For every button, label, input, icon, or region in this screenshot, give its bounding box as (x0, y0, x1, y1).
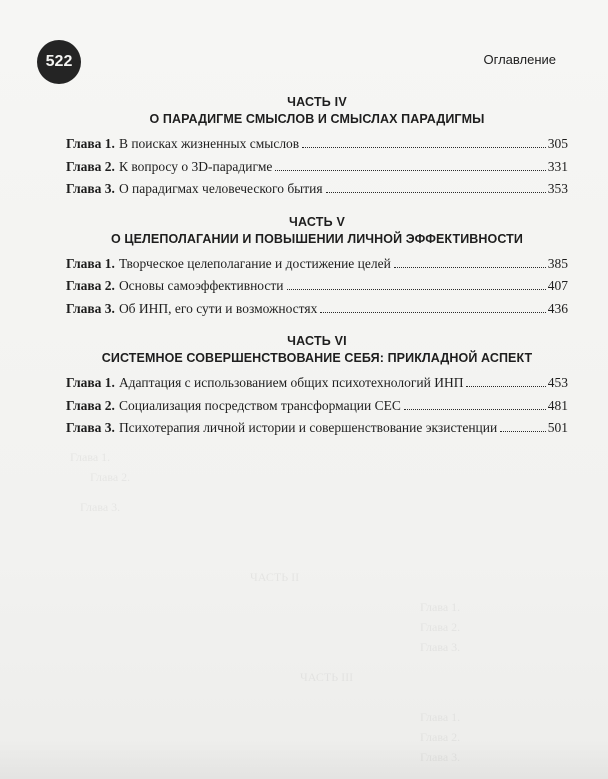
chapter-label: Глава 3. (66, 300, 115, 316)
page-number-badge (37, 40, 81, 84)
chapter-label: Глава 1. (66, 136, 115, 151)
part-section (66, 214, 568, 321)
chapter-title: Адаптация с использованием общих психотехнологий ИНП (118, 375, 464, 390)
toc-entry (66, 417, 568, 440)
dot-leader (302, 147, 546, 148)
part-section (66, 94, 568, 201)
page-shadow (0, 739, 608, 779)
chapter-page: 481 (547, 397, 568, 413)
chapter-label: Глава 3. (66, 420, 115, 435)
chapter-label: Глава 1. (66, 255, 115, 271)
part-title: СИСТЕМНОЕ СОВЕРШЕНСТВОВАНИЕ СЕБЯ: ПРИКЛАДНОЙ АСПЕКТ (101, 351, 533, 365)
part-number: ЧАСТЬ VI (287, 334, 347, 348)
chapter-page: 453 (547, 375, 568, 390)
chapter-title: Основы самоэффективности (118, 278, 284, 293)
dot-leader (275, 170, 545, 171)
chapter-title: Об ИНП, его сути и возможностях (118, 300, 318, 316)
dot-leader (394, 267, 546, 268)
chapter-label: Глава 2. (66, 158, 115, 174)
chapter-label: Глава 2. (66, 397, 115, 413)
chapter-page: 407 (547, 278, 568, 293)
chapter-title: К вопросу о 3D-парадигме (118, 158, 273, 174)
chapter-title: В поисках жизненных смыслов (118, 136, 300, 151)
part-section (66, 333, 568, 440)
toc-entry (66, 275, 568, 298)
chapter-page: 331 (547, 158, 568, 174)
toc-entry (66, 178, 568, 201)
dot-leader (320, 312, 545, 313)
running-head: Оглавление (483, 52, 556, 67)
toc-entry (66, 156, 568, 179)
chapter-label: Глава 3. (66, 181, 115, 196)
chapter-title: О парадигмах человеческого бытия (118, 181, 323, 196)
table-of-contents (66, 94, 568, 453)
chapter-title: Психотерапия личной истории и совершенствование экзистенции (118, 420, 498, 435)
chapter-page: 353 (547, 181, 568, 196)
page-number: 522 (45, 53, 73, 70)
dot-leader (500, 431, 546, 432)
chapter-title: Творческое целеполагание и достижение целей (118, 255, 391, 271)
dot-leader (404, 409, 546, 410)
part-number: ЧАСТЬ IV (287, 95, 347, 109)
part-number: ЧАСТЬ V (288, 214, 346, 229)
chapter-title: Социализация посредством трансформации СЕС (118, 397, 401, 413)
dot-leader (326, 192, 546, 193)
part-title: О ЦЕЛЕПОЛАГАНИИ И ПОВЫШЕНИИ ЛИЧНОЙ ЭФФЕКТИВНОСТИ (110, 231, 523, 246)
toc-entry (66, 133, 568, 156)
toc-entry (66, 395, 568, 418)
toc-entry (66, 372, 568, 395)
dot-leader (466, 386, 545, 387)
toc-entry (66, 298, 568, 321)
part-title: О ПАРАДИГМЕ СМЫСЛОВ И СМЫСЛАХ ПАРАДИГМЫ (149, 112, 485, 126)
dot-leader (287, 289, 546, 290)
chapter-page: 385 (547, 255, 568, 271)
toc-entry (66, 253, 568, 276)
chapter-label: Глава 2. (66, 278, 115, 293)
chapter-page: 436 (547, 300, 568, 316)
chapter-page: 501 (547, 420, 568, 435)
chapter-label: Глава 1. (66, 375, 115, 390)
chapter-page: 305 (547, 136, 568, 151)
show-through-text: Глава 1. Глава 2. Глава 3. ЧАСТЬ II Глава 1. Глава 2. Глава 3. ЧАСТЬ III Глава 1. Глава 2. (70, 450, 461, 744)
